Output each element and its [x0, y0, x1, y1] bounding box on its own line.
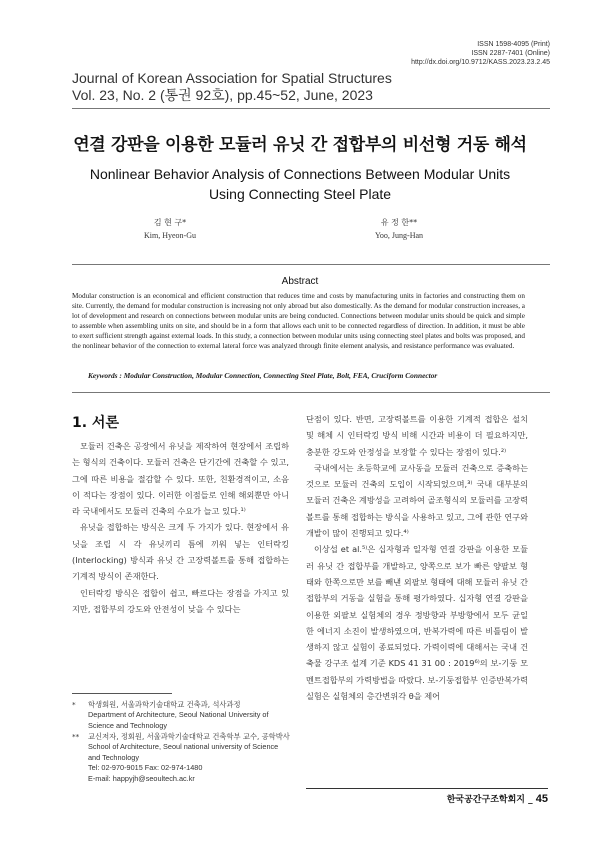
footnote-mark: * — [72, 700, 76, 709]
author-1-english: Kim, Hyeon-Gu — [144, 231, 196, 240]
journal-volume: Vol. 23, No. 2 (통권 92호), pp.45~52, June, 2023 — [72, 87, 373, 103]
author-1-korean: 김 현 구* — [153, 218, 187, 227]
issn-print: ISSN 1598-4095 (Print) — [477, 41, 550, 48]
author-2 — [344, 216, 454, 242]
doi-link[interactable]: http://dx.doi.org/10.9712/KASS.2023.23.2.45 — [411, 59, 550, 66]
keywords: Keywords : Modular Construction, Modular Connection, Connecting Steel Plate, Bolt, FEA, Cruciform Connector — [88, 371, 438, 380]
paragraph: 모듈러 건축은 공장에서 유닛을 제작하여 현장에서 조립하는 형식의 건축이다. 모듈러 건축은 단기간에 건축할 수 있고, 그에 따른 비용을 절감할 수 있다. 또한, 친환경적이고, 소음이 적다는 장점이 있다. 이러한 이점들로 인해 해외뿐만 아니라 국내에서도 모듈러 건축의 수요가 늘고 있다.¹⁾ — [72, 441, 289, 517]
footnote-2 — [72, 732, 292, 784]
footnote-1-english: Department of Architecture, Seoul National University of Science and Technology — [88, 710, 269, 730]
footnote-mark: ** — [72, 732, 80, 741]
footer-rule — [306, 788, 548, 789]
page-number: 45 — [535, 793, 548, 805]
footer-journal: 한국공간구조학회지 _ — [446, 795, 533, 805]
header-rule — [72, 108, 550, 109]
author-1 — [115, 216, 225, 242]
abstract-heading: Abstract — [281, 276, 319, 287]
author-2-english: Yoo, Jung-Han — [374, 231, 424, 240]
footnote-2-korean: 교신저자, 정회원, 서울과학기술대학교 건축학부 교수, 공학박사 — [88, 732, 290, 741]
paragraph: 인터락킹 방식은 접합이 쉽고, 빠르다는 장점을 가지고 있지만, 접합부의 강도와 안전성이 낮을 수 있다는 — [72, 587, 289, 614]
section-heading-introduction: 1. 서론 — [72, 415, 119, 431]
title-english — [60, 164, 540, 204]
title-english-line1: Nonlinear Behavior Analysis of Connections Between Modular Units — [89, 166, 511, 182]
footnote-rule — [72, 693, 172, 694]
page-footer — [447, 792, 548, 805]
paragraph: 국내에서는 초등학교에 교사동을 모듈러 건축으로 증축하는 것으로 모듈러 건축의 도입이 시작되었으며,³⁾ 국내 대부분의 모듈러 건축은 계방성을 고려하여 골조형식의 모듈러를 고장력볼트를 통해 접합하는 방식을 사용하고 있고, 그에 관한 연구와 개발이 많이 진행되고 있다.⁴⁾ — [306, 462, 528, 539]
footnote-1 — [72, 700, 292, 731]
abstract-top-rule — [72, 264, 550, 265]
journal-name: Journal of Korean Association for Spatial Structures — [72, 70, 392, 86]
abstract-text: Modular construction is an economical and efficient construction that reduces time and costs by manufacturing units in factories and constructing them on site. Currently, the demand for modular construction is increasing not only abroad but also domestically. As the demand for modular construction increases, a lot of development and research on connections between modular units are being conducted. Connections between modular units should be quick and simple to assemble when assembling units on site, and should be in a form that allows each unit to be connected regardless of direction. In addition, it must be able to exert sufficient strength against external loads. In this study, a connection between modular units using connecting steel plates and bolts was proposed, and the nonlinear behavior of the connection to external lateral force was analyzed through finite element analysis, and resistance performance was evaluated. — [72, 292, 525, 350]
issn-block — [411, 40, 550, 67]
issn-online: ISSN 2287-7401 (Online) — [471, 50, 550, 57]
footnote-2-phone: Tel: 02-970-9015 Fax: 02-974-1480 — [88, 763, 203, 773]
footnote-2-english: School of Architecture, Seoul national university of Science and Technology — [88, 742, 279, 762]
title-english-line2: Using Connecting Steel Plate — [208, 186, 392, 202]
paragraph: 단점이 있다. 반면, 고장력볼트를 이용한 기계적 접합은 설치 및 해체 시 인터락킹 방식 비해 시간과 비용이 더 필요하지만, 충분한 강도와 안정성을 보장할 수 있다는 장점이 있다.²⁾ — [306, 414, 528, 457]
body-column-left — [72, 438, 289, 617]
paragraph: 유닛을 접합하는 방식은 크게 두 가지가 있다. 현장에서 유닛을 조립 시 각 유닛끼리 틈에 끼워 넣는 인터락킹(Interlocking) 방식과 유닛 간 고장력볼트를 통해 접합하는 기계적 방식이 존재한다. — [72, 522, 289, 582]
journal-header — [72, 70, 392, 104]
footnote-2-email[interactable]: E-mail: happyjh@seoultech.ac.kr — [88, 773, 195, 783]
author-2-korean: 유 정 한** — [380, 218, 418, 227]
footnote-1-korean: 학생회원, 서울과학기술대학교 건축과, 석사과정 — [88, 700, 241, 709]
body-column-right — [306, 411, 528, 704]
paragraph: 이상섭 et al.⁵⁾은 십자형과 일자형 연결 강판을 이용한 모듈러 유닛 간 접합부를 개발하고, 양쪽으로 보가 빠른 양팔보 형태와 한쪽으로만 보를 빼낸 외팔보 형태에 대해 모듈러 유닛 간 접합부의 거동을 실험을 통해 평가하였다. 십자형 연결 강판을 이용한 외팔보 실험체의 경우 정방향과 부방향에서 모두 균일한 에너지 소진이 발생하였으며, 반복가력에 따른 비틀림이 발생하지 않고 실험이 종료되었다. 가력이력에 대해서는 국내 건축물 강구조 설계 기준 KDS 41 31 00 : 2019⁶⁾의 보-기둥 모멘트접합부의 가력방법을 따랐다. 보-기둥접합부 인증반복가력실험은 실험체의 층간변위각 θ을 제어 — [306, 544, 528, 702]
abstract-bottom-rule — [72, 392, 550, 393]
title-korean: 연결 강판을 이용한 모듈러 유닛 간 접합부의 비선형 거동 해석 — [73, 135, 527, 155]
